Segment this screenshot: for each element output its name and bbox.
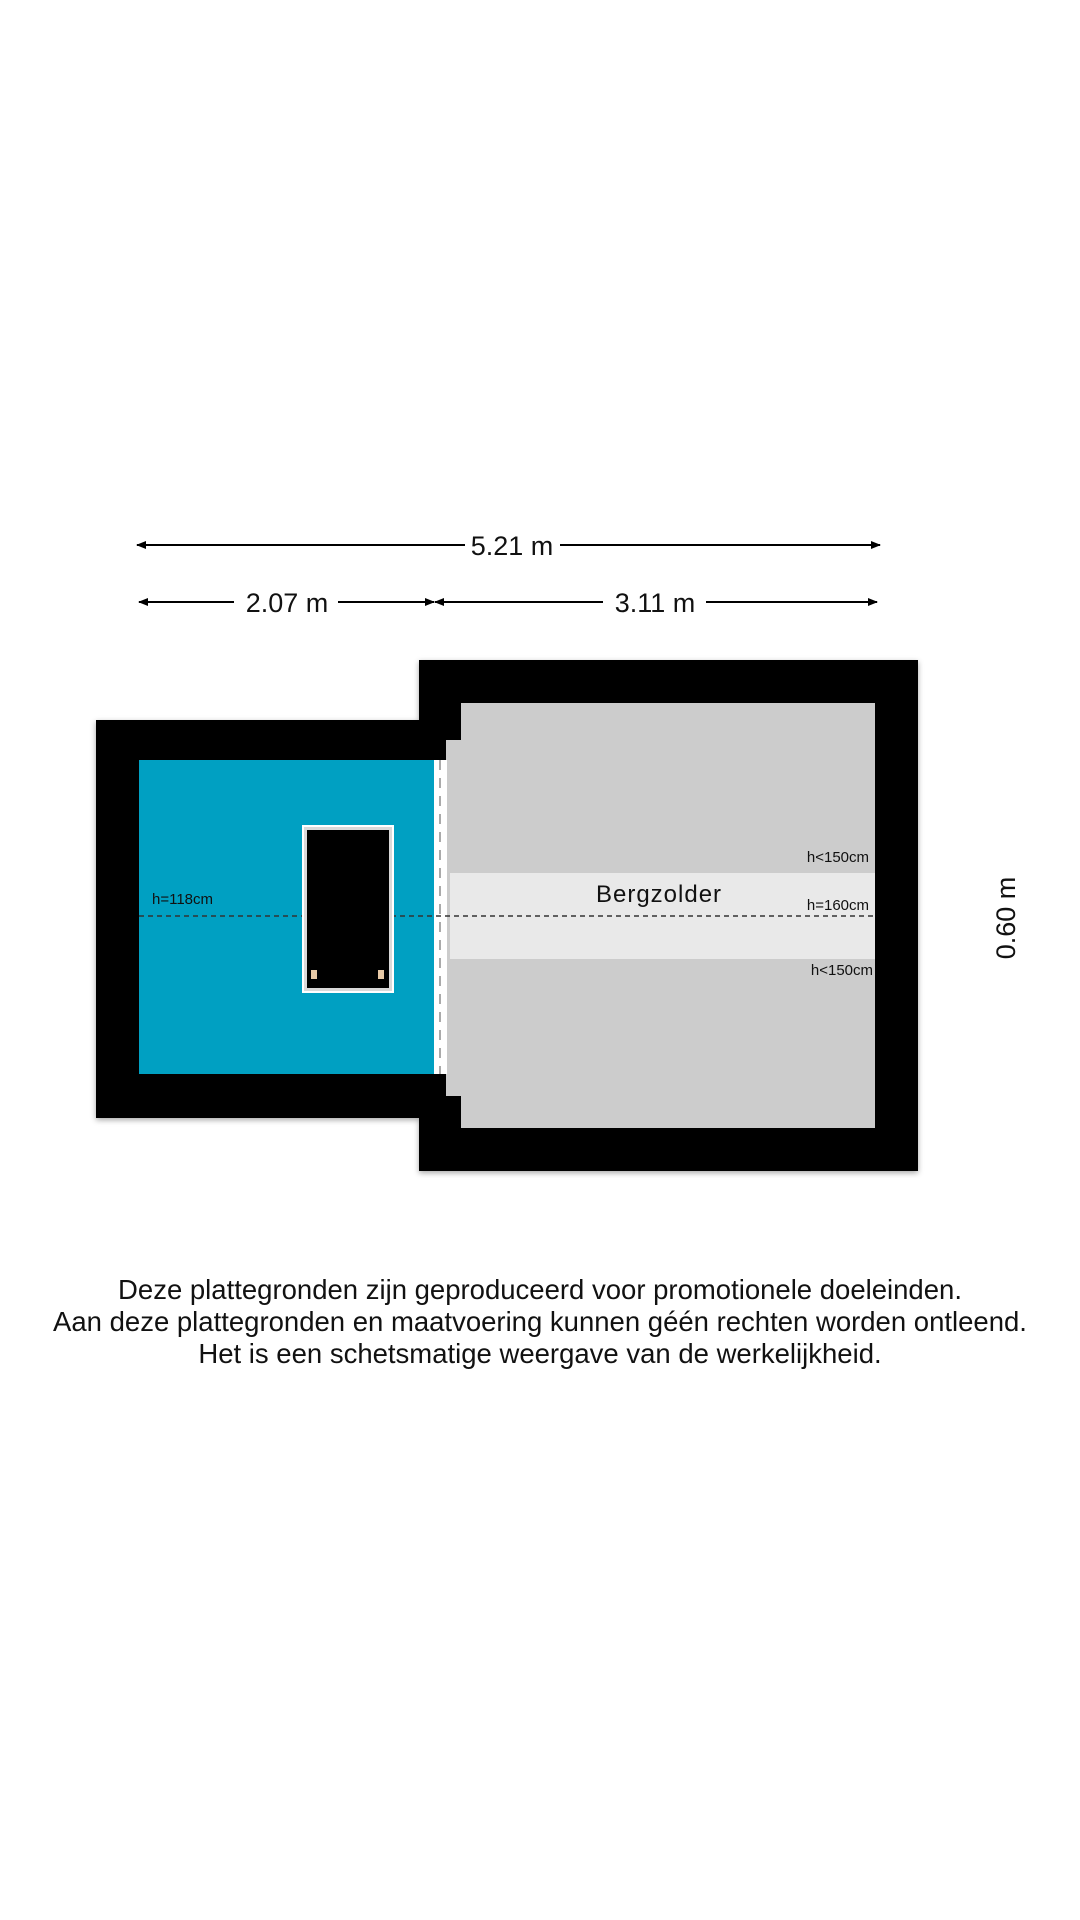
height-label-upper: h<150cm (806, 849, 869, 866)
hatch-hinge-left (311, 970, 317, 979)
disclaimer (0, 1274, 1080, 1370)
height-label-center: h=160cm (806, 897, 869, 914)
disclaimer-line-1: Deze plattegronden zijn geproduceerd voor promotionele doeleinden. (118, 1274, 962, 1305)
height-label-left-room: h=118cm (152, 891, 214, 908)
right-width-label: 3.11 m (614, 588, 696, 618)
disclaimer-line-2: Aan deze plattegronden en maatvoering kunnen géén rechten worden ontleend. (53, 1306, 1027, 1337)
height-label-lower: h<150cm (810, 962, 873, 979)
stair-hatch (302, 825, 394, 993)
dimension-right-width (435, 588, 877, 618)
side-height-label: 0.60 m (991, 876, 1021, 960)
dimension-left-width (139, 588, 434, 618)
room-opening (434, 760, 447, 1074)
dimension-total-width (137, 531, 880, 561)
total-width-label: 5.21 m (470, 531, 554, 561)
wall-nib-top (446, 703, 461, 740)
wall-nib-bottom (446, 1096, 461, 1128)
hatch-hinge-right (378, 970, 384, 979)
left-width-label: 2.07 m (245, 588, 329, 618)
disclaimer-line-3: Het is een schetsmatige weergave van de werkelijkheid. (198, 1338, 882, 1369)
room-label-bergzolder: Bergzolder (595, 881, 723, 908)
